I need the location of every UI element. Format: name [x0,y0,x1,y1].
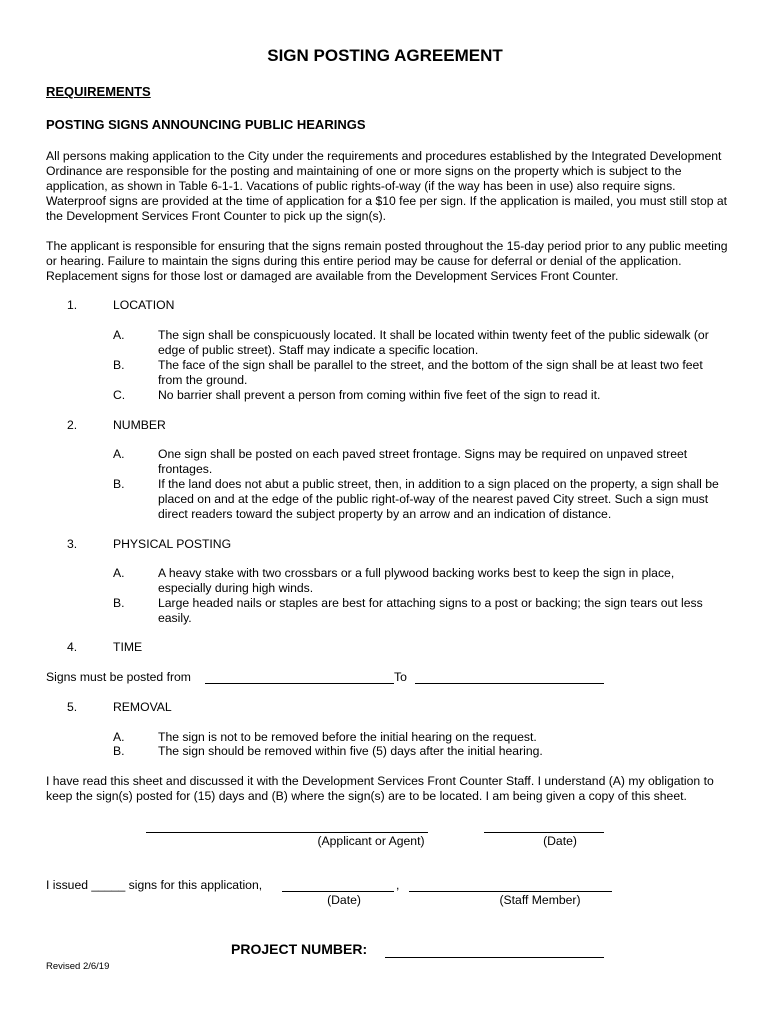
item-letter: A. [113,730,125,744]
section-number: 2. [67,418,78,432]
item-letter: A. [113,447,125,461]
section-label: NUMBER [113,418,166,432]
item-text: If the land does not abut a public street, then, in addition to a sign placed on the property, a sign shall be placed on and at the edge of the public right-of-way of the nearest paved City street. Such a sign must direct readers toward the subject property by an arrow and an indication of distance. [158,477,719,521]
posted-from-label: Signs must be posted from [46,670,191,684]
item-letter: B. [113,477,125,491]
item-text: One sign shall be posted on each paved street frontage. Signs may be required on unpaved street frontages. [158,447,688,476]
staff-member-label: (Staff Member) [499,893,581,907]
issued-comma: , [396,878,400,892]
item-letter: A. [113,328,125,342]
item-text: The face of the sign shall be parallel to the street, and the bottom of the sign shall be at least two feet from the ground. [158,358,703,387]
item-letter: B. [113,358,125,372]
staff-member-field[interactable] [409,891,612,892]
responsibility-paragraph: The applicant is responsible for ensuring that the signs remain posted throughout the 15-day period prior to any public meeting or hearing. Failure to maintain the signs during this entire period may be cause for deferral or denial of the application. Replacement signs for those lost or damaged are available from the Development Services Front Counter. [46,239,728,283]
item-text: The sign is not to be removed before the initial hearing on the request. [158,730,537,744]
section-label: LOCATION [113,298,175,312]
requirements-heading: REQUIREMENTS [46,84,151,99]
applicant-label: (Applicant or Agent) [317,834,425,848]
item-text: No barrier shall prevent a person from coming within five feet of the sign to read it. [158,388,601,402]
item-text: A heavy stake with two crossbars or a full plywood backing works best to keep the sign in place, especially during high winds. [158,566,675,595]
posted-to-date-field[interactable] [415,683,604,684]
item-letter: C. [113,388,126,402]
document-title: SIGN POSTING AGREEMENT [267,46,503,65]
section-label: REMOVAL [113,700,172,714]
issued-signs-text: I issued _____ signs for this application, [46,878,263,892]
item-text: The sign shall be conspicuously located. It shall be located within twenty feet of the public sidewalk (or edge of public street). Staff may indicate a specific location. [158,328,709,357]
item-letter: B. [113,744,125,758]
section-number: 5. [67,700,78,714]
issued-date-label: (Date) [327,893,361,907]
applicant-date-field[interactable] [484,832,604,833]
posted-to-label: To [394,670,407,684]
posting-signs-subheading: POSTING SIGNS ANNOUNCING PUBLIC HEARINGS [46,117,366,132]
intro-paragraph: All persons making application to the City under the requirements and procedures established by the Integrated Development Ordinance are responsible for the posting and maintaining of one or more signs on the property which is subject to the application, as shown in Table 6-1-1. Vacations of public rights-of-way (if the way has been in use) also require signs. Waterproof signs are provided at the time of application for a $10 fee per sign. If the application is mailed, you must still stop at the Development Services Front Counter to pick up the sign(s). [46,149,728,223]
applicant-date-label: (Date) [543,834,577,848]
project-number-label: PROJECT NUMBER: [231,941,368,957]
posted-from-date-field[interactable] [205,683,394,684]
issued-date-field[interactable] [282,891,394,892]
applicant-signature-field[interactable] [146,832,428,833]
acknowledgement-paragraph: I have read this sheet and discussed it with the Development Services Front Counter Staff. I understand (A) my obligation to keep the sign(s) posted for (15) days and (B) where the sign(s) are to be located. I am being given a copy of this sheet. [46,774,714,803]
section-label: TIME [113,640,143,654]
revised-date: Revised 2/6/19 [46,961,110,972]
section-number: 4. [67,640,78,654]
project-number-field[interactable] [385,957,604,958]
section-label: PHYSICAL POSTING [113,537,232,551]
item-text: Large headed nails or staples are best for attaching signs to a post or backing; the sign tears out less easily. [158,596,703,625]
section-number: 3. [67,537,78,551]
item-letter: B. [113,596,125,610]
section-number: 1. [67,298,78,312]
item-text: The sign should be removed within five (5) days after the initial hearing. [158,744,543,758]
item-letter: A. [113,566,125,580]
